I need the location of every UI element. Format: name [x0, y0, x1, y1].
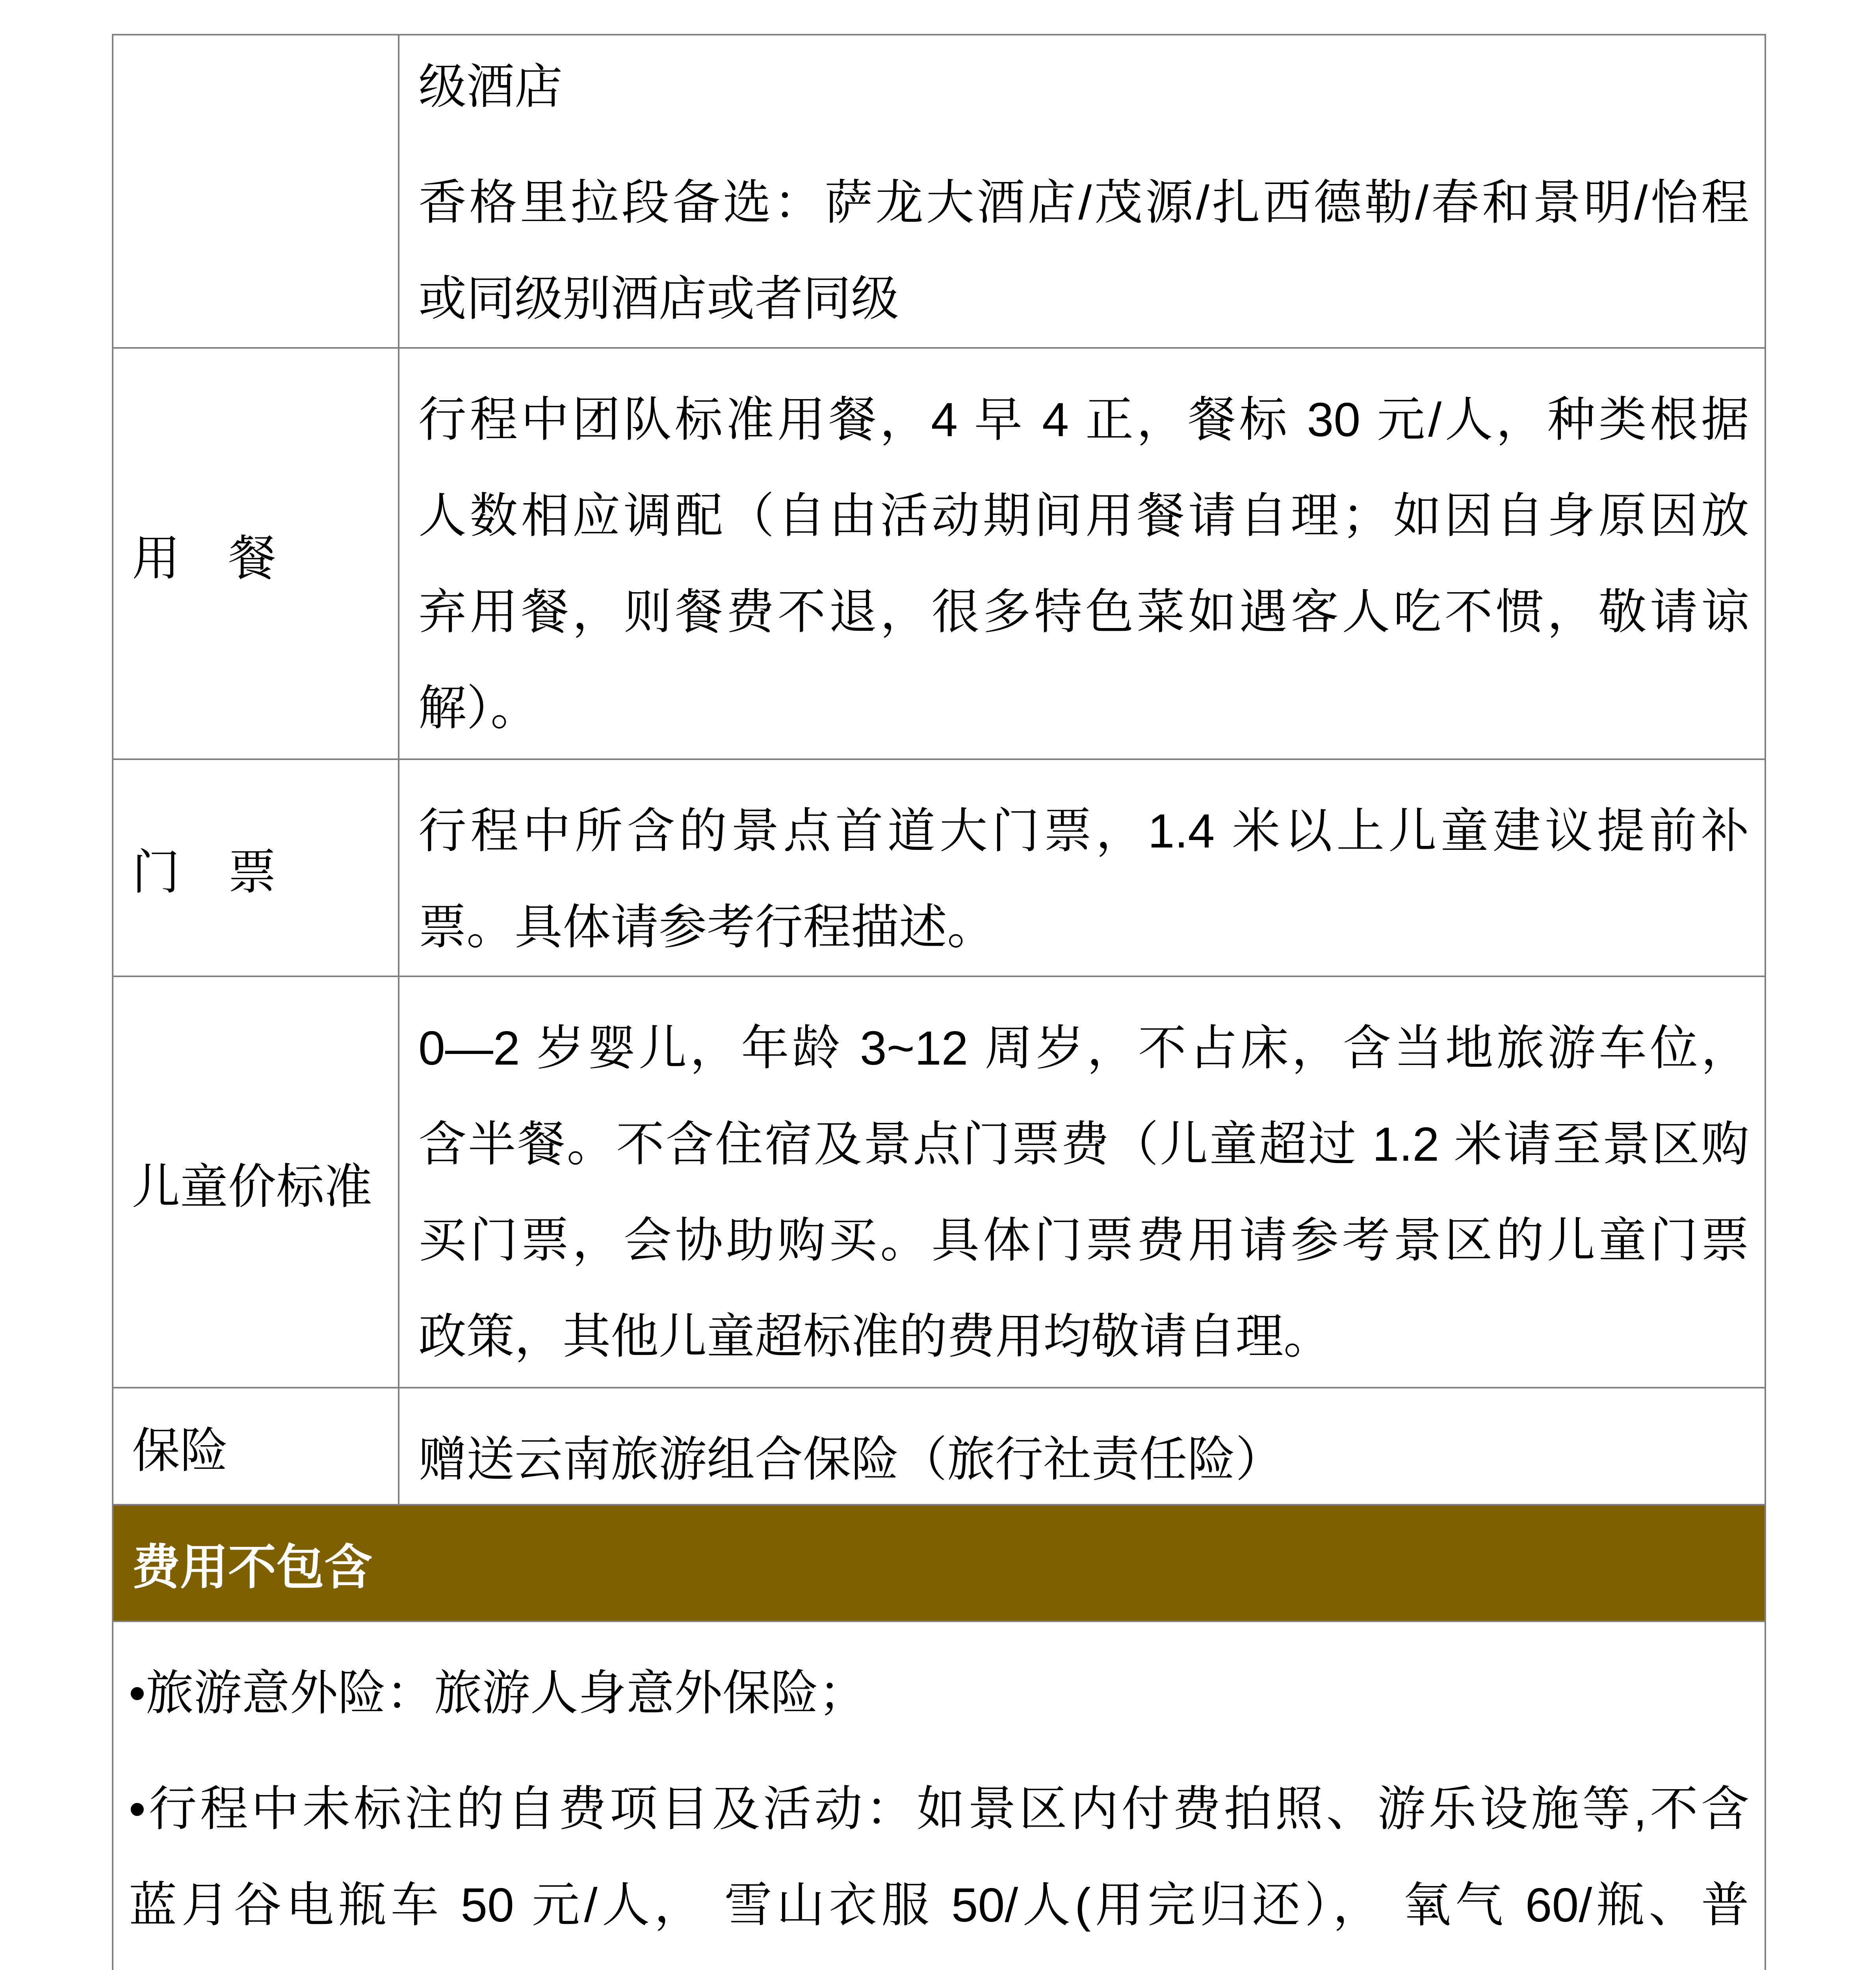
table-row-tickets	[113, 760, 1765, 977]
content-paragraph	[418, 154, 1749, 347]
list-item	[129, 1645, 1749, 1741]
content-paragraph	[418, 1411, 1749, 1504]
table-row-insurance	[113, 1388, 1765, 1505]
content-line: 或同级别酒店或者同级	[418, 272, 899, 325]
row-content-meals	[399, 349, 1765, 758]
table-row-hotel-continued	[113, 35, 1765, 349]
table-row-meals	[113, 349, 1765, 760]
content-line: 行程中团队标准用餐，4 早 4 正，餐标 30 元/人，种类根据	[418, 393, 1749, 446]
row-content-hotel	[399, 35, 1765, 347]
row-label-meals: 用 餐	[113, 349, 399, 758]
content-paragraph	[418, 372, 1749, 756]
content-line: 政策，其他儿童超标准的费用均敬请自理。	[418, 1310, 1332, 1363]
row-content-tickets	[399, 760, 1765, 976]
section-title: 费用不包含	[132, 1540, 372, 1594]
table-row-child-price	[113, 977, 1765, 1388]
list-item-line: •旅游意外险：旅游人身意外保险；	[129, 1666, 867, 1720]
row-label-insurance: 保险	[113, 1388, 399, 1504]
row-label-child-price: 儿童价标准	[113, 977, 399, 1387]
row-content-child-price	[399, 977, 1765, 1387]
content-line: 买门票，会协助购买。具体门票费用请参考景区的儿童门票	[418, 1214, 1749, 1267]
list-item-line: 蓝月谷电瓶车 50 元/人， 雪山衣服 50/人(用完归还）， 氧气 60/瓶、普	[129, 1878, 1749, 1932]
list-item	[129, 1761, 1749, 1970]
section-header-excluded	[113, 1505, 1765, 1622]
excluded-list	[113, 1622, 1765, 1970]
list-item-line	[129, 1953, 1749, 1970]
row-label-tickets: 门 票	[113, 760, 399, 976]
content-line: 级酒店	[418, 60, 563, 113]
content-line: 行程中所含的景点首道大门票，1.4 米以上儿童建议提前补	[418, 804, 1749, 858]
row-label-empty	[113, 35, 399, 347]
content-paragraph	[418, 1000, 1749, 1385]
content-line: 弃用餐，则餐费不退，很多特色菜如遇客人吃不惯，敬请谅	[418, 585, 1749, 639]
content-paragraph	[418, 783, 1749, 975]
content-line: 香格里拉段备选：萨龙大酒店/茂源/扎西德勒/春和景明/怡程	[418, 176, 1749, 229]
content-line: 解）。	[418, 681, 539, 735]
list-item-line: •行程中未标注的自费项目及活动：如景区内付费拍照、游乐设施等,不含	[129, 1782, 1749, 1836]
content-line: 人数相应调配（自由活动期间用餐请自理；如因自身原因放	[418, 489, 1749, 543]
content-line: 赠送云南旅游组合保险（旅行社责任险）	[418, 1433, 1283, 1486]
content-paragraph	[418, 39, 1749, 135]
itinerary-fee-table	[112, 34, 1766, 1970]
content-line: 含半餐。不含住宿及景点门票费（儿童超过 1.2 米请至景区购	[418, 1117, 1749, 1171]
row-content-insurance	[399, 1388, 1765, 1504]
content-line: 票。具体请参考行程描述。	[418, 900, 995, 954]
content-line: 0—2 岁婴儿，年龄 3~12 周岁，不占床，含当地旅游车位，	[418, 1021, 1749, 1075]
